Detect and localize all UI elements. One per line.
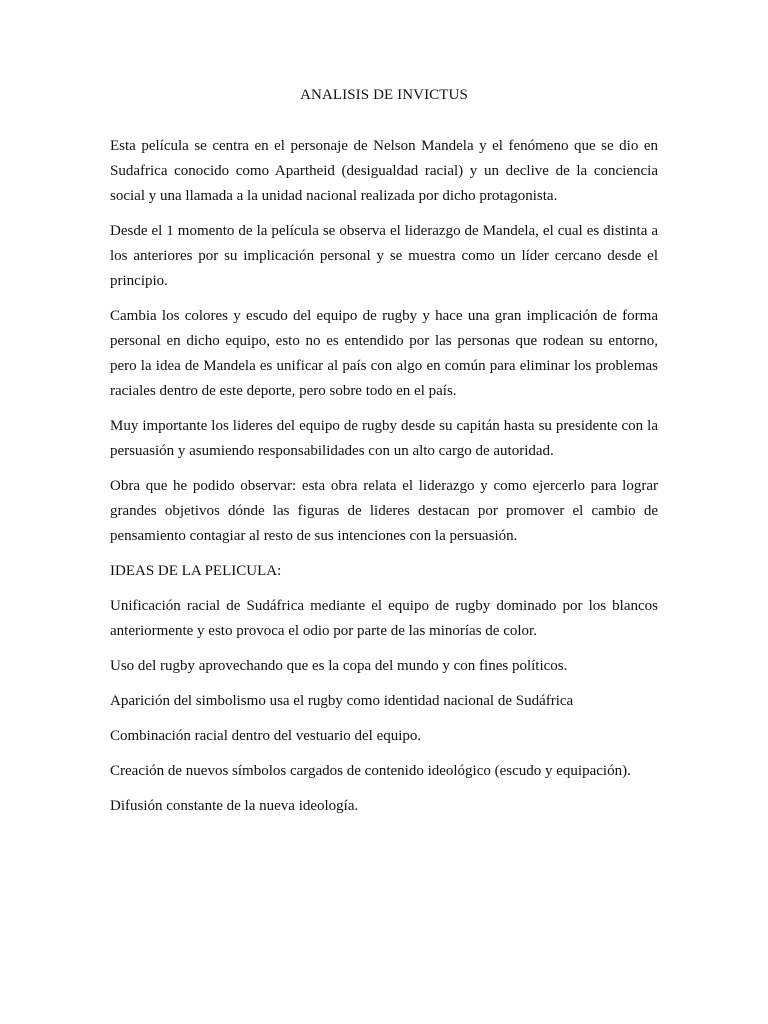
document-page bbox=[110, 84, 658, 829]
document-title: ANALISIS DE INVICTUS bbox=[300, 87, 468, 103]
idea-item: Creación de nuevos símbolos cargados de contenido ideológico (escudo y equipación). bbox=[110, 763, 631, 779]
idea-item: Aparición del simbolismo usa el rugby como identidad nacional de Sudáfrica bbox=[110, 693, 574, 709]
paragraph-rugby-team: Cambia los colores y escudo del equipo de rugby y hace una gran implicación de forma personal en dicho equipo, esto no es entendido por las personas que rodean su entorno, pero la idea de Mandela es unificar al país con algo en común para eliminar los problemas raciales dentro de este deporte, pero sobre todo en el país. bbox=[110, 308, 658, 399]
paragraph-observation: Obra que he podido observar: esta obra relata el liderazgo y como ejercerlo para lograr grandes objetivos dónde las figuras de lideres destacan por promover el cambio de pensamiento contagiar al resto de sus intenciones con la persuasión. bbox=[110, 478, 658, 544]
idea-item: Difusión constante de la nueva ideología. bbox=[110, 798, 359, 814]
ideas-heading: IDEAS DE LA PELICULA: bbox=[110, 563, 282, 579]
paragraph-leadership: Desde el 1 momento de la película se observa el liderazgo de Mandela, el cual es distinta a los anteriores por su implicación personal y se muestra como un líder cercano desde el principio. bbox=[110, 223, 658, 289]
idea-item: Unificación racial de Sudáfrica mediante el equipo de rugby dominado por los blancos anteriormente y esto provoca el odio por parte de las minorías de color. bbox=[110, 598, 658, 639]
idea-item: Uso del rugby aprovechando que es la copa del mundo y con fines políticos. bbox=[110, 658, 568, 674]
paragraph-intro: Esta película se centra en el personaje de Nelson Mandela y el fenómeno que se dio en Sudafrica conocido como Apartheid (desigualdad racial) y un declive de la conciencia social y una llamada a la unidad nacional realizada por dicho protagonista. bbox=[110, 138, 658, 204]
idea-item: Combinación racial dentro del vestuario del equipo. bbox=[110, 728, 422, 744]
paragraph-team-leaders: Muy importante los lideres del equipo de rugby desde su capitán hasta su presidente con la persuasión y asumiendo responsabilidades con un alto cargo de autoridad. bbox=[110, 418, 658, 459]
